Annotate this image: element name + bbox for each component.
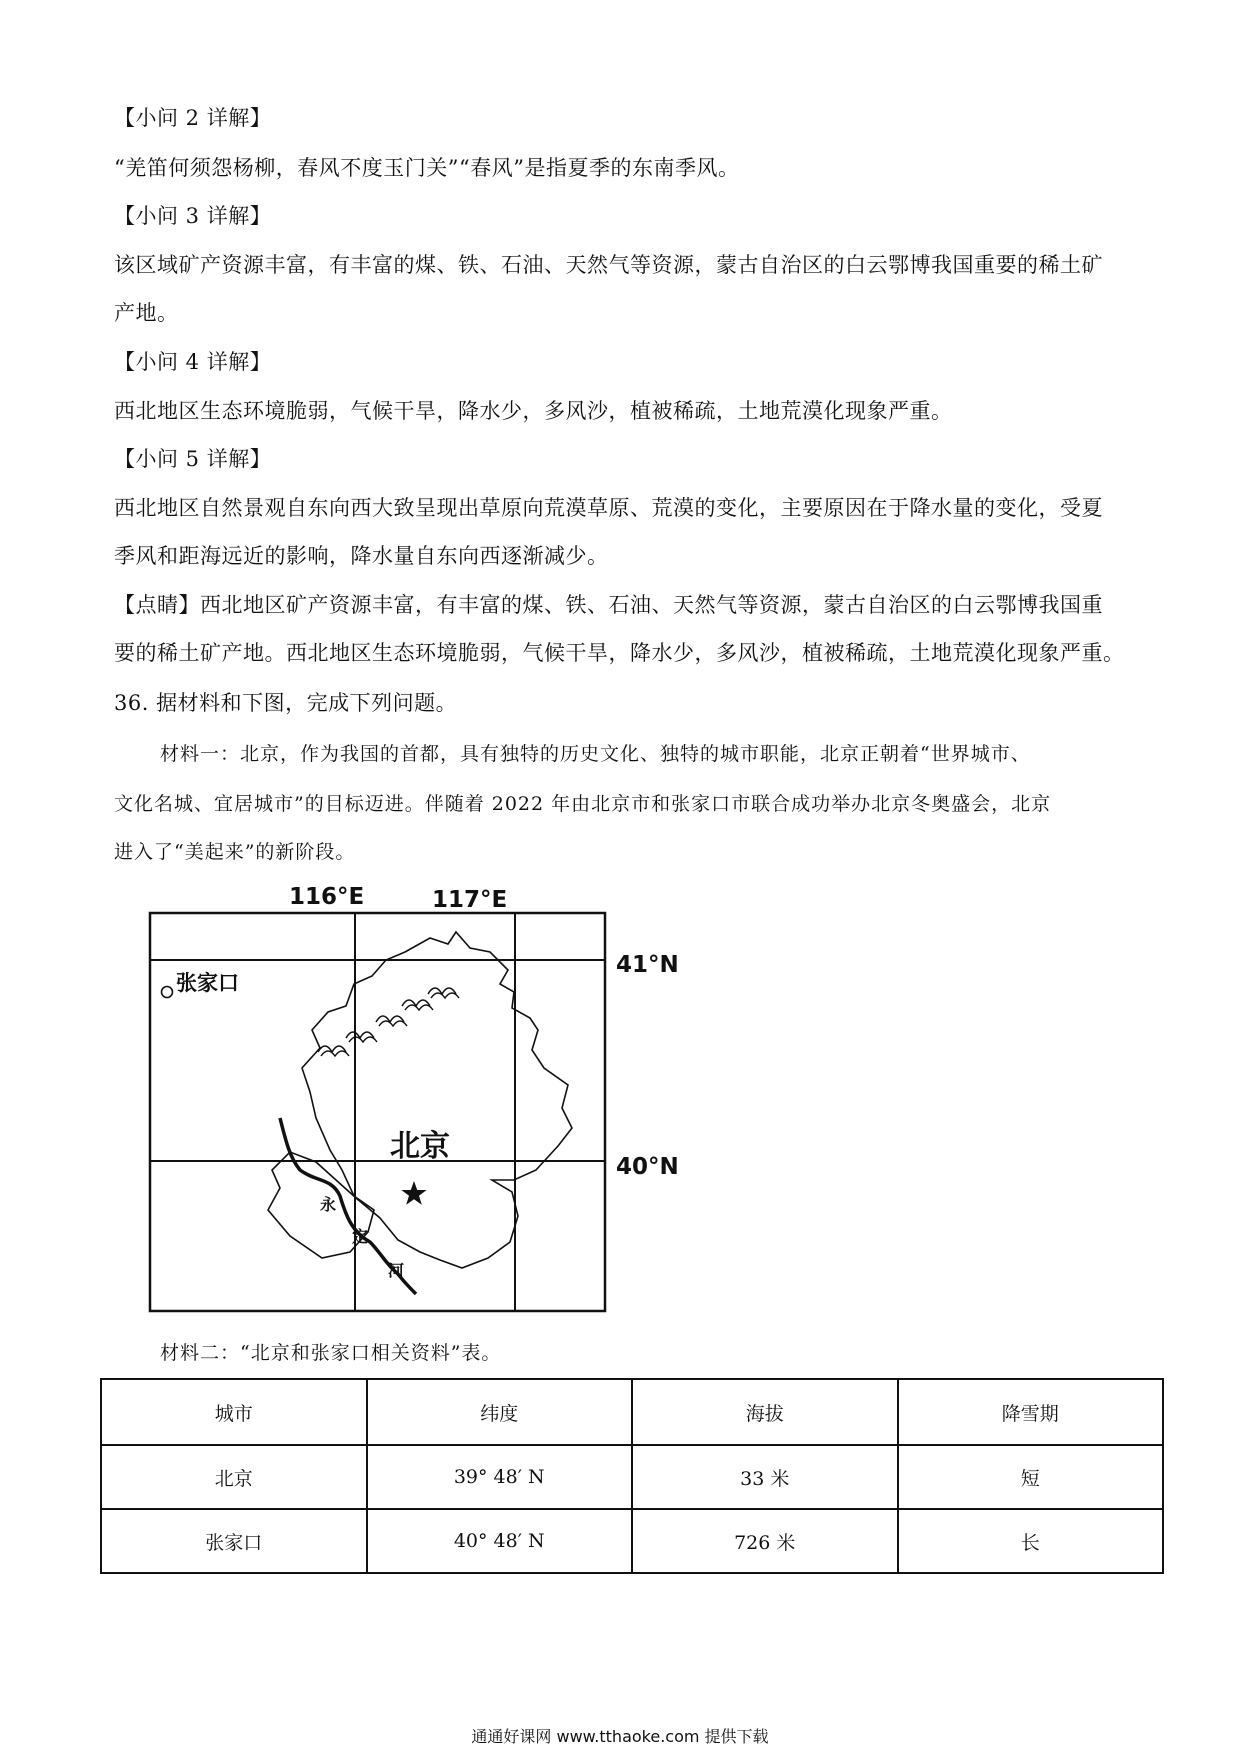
paragraph-text: 要的稀土矿产地。西北地区生态环境脆弱，气候干旱，降水少，多风沙，植被稀疏，土地荒漠化现象严重。	[114, 641, 1125, 665]
table-cell: 33 米	[632, 1445, 898, 1509]
table-header-row	[101, 1379, 1163, 1445]
table-cell: 40° 48′ N	[367, 1509, 633, 1573]
city-comparison-table	[100, 1378, 1164, 1574]
mountain-icon	[318, 988, 459, 1056]
lat-label-41n: 41°N	[616, 952, 679, 978]
table-header-latitude: 纬度	[367, 1379, 633, 1445]
zhangjiakou-marker-icon	[162, 987, 173, 998]
heading-sub-question-3: 【小问 3 详解】	[114, 204, 272, 228]
paragraph-text: 西北地区生态环境脆弱，气候干旱，降水少，多风沙，植被稀疏，土地荒漠化现象严重。	[114, 399, 953, 423]
paragraph-tip: 【点睛】西北地区矿产资源丰富，有丰富的煤、铁、石油、天然气等资源，蒙古自治区的白云鄂博我国重	[114, 593, 1103, 617]
table-row	[101, 1509, 1163, 1573]
city-label-zhangjiakou: 张家口	[176, 971, 239, 995]
lat-label-40n: 40°N	[616, 1154, 679, 1180]
paragraph-text: 西北地区自然景观自东向西大致呈现出草原向荒漠草原、荒漠的变化，主要原因在于降水量的变化，受夏	[114, 496, 1103, 520]
question-36-title: 36. 据材料和下图，完成下列问题。	[114, 691, 458, 715]
lon-label-116e: 116°E	[289, 884, 365, 910]
heading-sub-question-4: 【小问 4 详解】	[114, 350, 272, 374]
table-cell: 短	[898, 1445, 1164, 1509]
river-label-char: 永	[320, 1195, 337, 1214]
page-footer: 通通好课网 www.tthaoke.com 提供下载	[471, 1727, 769, 1746]
paragraph-text: 该区域矿产资源丰富，有丰富的煤、铁、石油、天然气等资源，蒙古自治区的白云鄂博我国重要的稀土矿	[114, 253, 1103, 277]
paragraph-text: 季风和距海远近的影响，降水量自东向西逐渐减少。	[114, 544, 609, 568]
material-1-line: 文化名城、宜居城市”的目标迈进。伴随着 2022 年由北京市和张家口市联合成功举办北京冬奥盛会，北京	[114, 793, 1052, 815]
river-label-char: 河	[388, 1261, 405, 1280]
city-label-beijing: 北京	[390, 1129, 450, 1164]
table-row	[101, 1445, 1163, 1509]
river-label-char: 定	[352, 1227, 369, 1246]
table-cell: 张家口	[101, 1509, 367, 1573]
heading-sub-question-2: 【小问 2 详解】	[114, 106, 272, 130]
table-cell: 北京	[101, 1445, 367, 1509]
material-2-caption: 材料二：“北京和张家口相关资料”表。	[160, 1342, 502, 1364]
material-1-line: 进入了“美起来”的新阶段。	[114, 841, 356, 863]
table-header-snow-period: 降雪期	[898, 1379, 1164, 1445]
beijing-boundary	[268, 932, 572, 1268]
beijing-capital-star-icon	[401, 1181, 426, 1205]
material-1-line: 材料一：北京，作为我国的首都，具有独特的历史文化、独特的城市职能，北京正朝着“世界城市、	[160, 743, 1031, 765]
table-header-altitude: 海拔	[632, 1379, 898, 1445]
paragraph-text: 产地。	[114, 301, 179, 325]
lon-label-117e: 117°E	[432, 887, 508, 913]
heading-sub-question-5: 【小问 5 详解】	[114, 447, 272, 471]
table-cell: 长	[898, 1509, 1164, 1573]
table-cell: 39° 48′ N	[367, 1445, 633, 1509]
table-cell: 726 米	[632, 1509, 898, 1573]
beijing-map	[140, 880, 679, 1320]
table-header-city: 城市	[101, 1379, 367, 1445]
paragraph-text: “羌笛何须怨杨柳，春风不度玉门关”“春风”是指夏季的东南季风。	[114, 156, 740, 180]
